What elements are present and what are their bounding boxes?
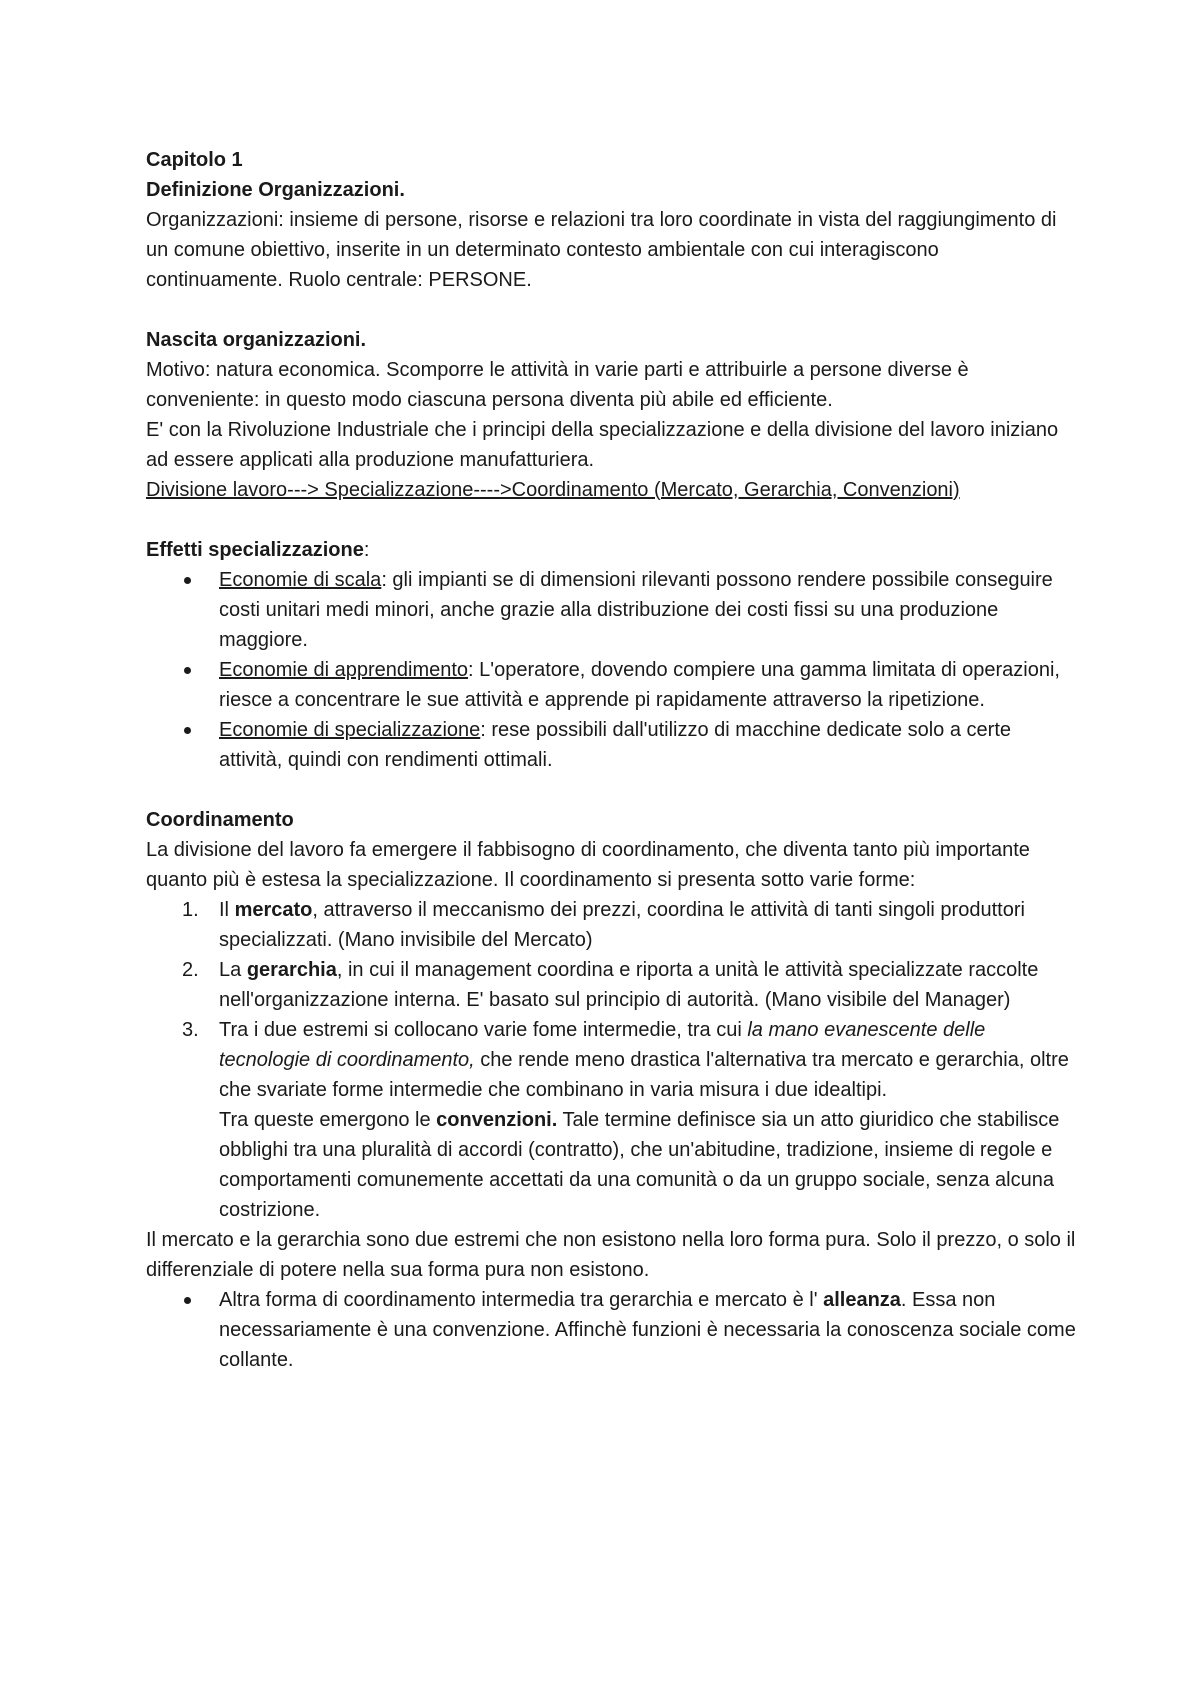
list-text: Altra forma di coordinamento intermedia tra gerarchia e mercato è l' (219, 1289, 824, 1311)
section-effetti (146, 535, 1076, 775)
flow-line: Divisione lavoro---> Specializzazione---->Coordinamento (Mercato, Gerarchia, Convenzioni) (146, 479, 960, 501)
list-text: che rende meno drastica l'alternativa tra mercato e gerarchia, oltre che svariate forme intermedie che combinano in varia misura i due idealtipi. (219, 1049, 1069, 1101)
bullet-list (146, 565, 1076, 775)
paragraph: Motivo: natura economica. Scomporre le attività in varie parti e attribuirle a persone diverse è conveniente: in questo modo ciascuna persona diventa più abile ed efficiente. (146, 359, 969, 411)
section-heading: Definizione Organizzazioni. (146, 179, 405, 201)
list-text: , in cui il management coordina e riporta a unità le attività specializzate raccolte nell'organizzazione interna. E' basato sul principio di autorità. (Mano visibile del Manager) (219, 959, 1039, 1011)
list-number: 2. (182, 959, 199, 981)
list-text: . Essa non necessariamente è una convenzione. Affinchè funzioni è necessaria la conoscenza sociale come collante. (219, 1289, 1076, 1371)
list-keyword: mercato (234, 899, 313, 921)
heading-text: Effetti specializzazione (146, 539, 364, 561)
heading-suffix: : (363, 539, 370, 561)
paragraph: E' con la Rivoluzione Industriale che i principi della specializzazione e della divisione del lavoro iniziano ad essere applicati alla produzione manufatturiera. (146, 419, 1059, 471)
list-text: : rese possibili dall'utilizzo di macchine dedicate solo a certe attività, quindi con rendimenti ottimali. (219, 719, 1012, 771)
paragraph: Il mercato e la gerarchia sono due estremi che non esistono nella loro forma pura. Solo il prezzo, o solo il differenziale di potere nella sua forma pura non esistono. (146, 1229, 1076, 1281)
list-item (146, 895, 1076, 955)
section-definizione (146, 175, 1076, 295)
list-text: La (219, 959, 247, 981)
bullet-list (146, 1285, 1076, 1375)
list-item (146, 565, 1076, 655)
section-heading: Nascita organizzazioni. (146, 329, 367, 351)
paragraph: Organizzazioni: insieme di persone, risorse e relazioni tra loro coordinate in vista del raggiungimento di un comune obiettivo, inserite in un determinato contesto ambientale con cui interagiscono continuamente. Ruolo centrale: PERSONE. (146, 209, 1057, 291)
list-item (146, 955, 1076, 1015)
list-continuation (219, 1105, 1076, 1225)
spacer (146, 505, 1076, 535)
list-text: Tra i due estremi si collocano varie fome intermedie, tra cui (219, 1019, 748, 1041)
list-text: , attraverso il meccanismo dei prezzi, coordina le attività di tanti singoli produttori specializzati. (Mano invisibile del Mercato) (219, 899, 1025, 951)
chapter-title: Capitolo 1 (146, 149, 243, 171)
section-nascita (146, 325, 1076, 505)
paragraph: La divisione del lavoro fa emergere il fabbisogno di coordinamento, che diventa tanto più importante quanto più è estesa la specializzazione. Il coordinamento si presenta sotto varie forme: (146, 839, 1030, 891)
list-keyword: alleanza (823, 1289, 901, 1311)
list-text: Tale termine definisce sia un atto giuridico che stabilisce obblighi tra una pluralità di accordi (contratto), che un'abitudine, tradizione, insieme di regole e comportamenti comunemente accettati da una comunità o da un gruppo sociale, senza alcuna costrizione. (219, 1109, 1060, 1221)
list-keyword: gerarchia (246, 959, 337, 981)
numbered-list (146, 895, 1076, 1225)
section-coordinamento (146, 805, 1076, 1375)
list-text: : L'operatore, dovendo compiere una gamma limitata di operazioni, riesce a concentrare le sue attività e apprende pi rapidamente attraverso la ripetizione. (219, 659, 1060, 711)
list-keyword: convenzioni. (436, 1109, 558, 1131)
section-heading: Coordinamento (146, 809, 294, 831)
list-item (146, 715, 1076, 775)
list-term: Economie di scala (219, 569, 382, 591)
list-text: Il (219, 899, 235, 921)
list-item (146, 655, 1076, 715)
list-term: Economie di specializzazione (219, 719, 481, 741)
list-text: : gli impianti se di dimensioni rilevanti possono rendere possibile conseguire costi unitari medi minori, anche grazie alla distribuzione dei costi fissi su una produzione maggiore. (219, 569, 1053, 651)
list-text: Tra queste emergono le (219, 1109, 437, 1131)
list-term: Economie di apprendimento (219, 659, 469, 681)
document-content (146, 145, 1076, 1375)
list-italic: la mano evanescente delle tecnologie di coordinamento, (219, 1019, 986, 1071)
section-heading (146, 535, 1076, 565)
list-number: 1. (182, 899, 199, 921)
list-item (146, 1285, 1076, 1375)
spacer (146, 295, 1076, 325)
list-number: 3. (182, 1019, 199, 1041)
list-item (146, 1015, 1076, 1225)
spacer (146, 775, 1076, 805)
